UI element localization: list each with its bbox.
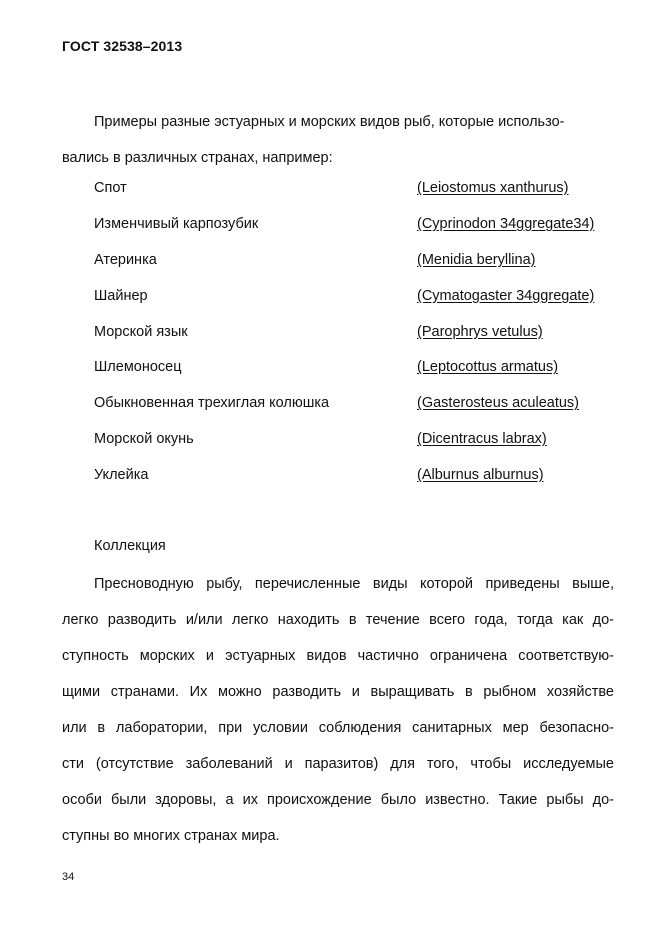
intro-line: Примеры разные эстуарных и морских видов рыб, которые использо- [94, 114, 565, 130]
species-row [94, 431, 624, 467]
species-common-name: Спот [94, 180, 127, 196]
species-common-name: Морской окунь [94, 431, 194, 448]
collection-section-title: Коллекция [94, 538, 166, 554]
species-row [94, 324, 624, 360]
collection-paragraph [62, 566, 614, 854]
species-row [94, 180, 624, 216]
species-latin-name: (Alburnus alburnus) [417, 467, 544, 484]
species-common-name: Изменчивый карпозубик [94, 215, 259, 232]
species-latin-name: (Leptocottus armatus) [417, 359, 559, 376]
intro-paragraph [62, 104, 614, 176]
species-row [94, 288, 624, 324]
species-latin-name: (Cymatogaster 34ggregate) [417, 287, 595, 304]
species-list [94, 180, 624, 503]
species-row [94, 216, 624, 252]
species-common-name: Морской язык [94, 323, 188, 340]
species-row [94, 252, 624, 288]
paragraph-line: сти (отсутствие заболеваний и паразитов) для того, чтобы исследуемые [62, 756, 614, 772]
page-number: 34 [62, 871, 75, 883]
paragraph-line: или в лаборатории, при условии соблюдения санитарных мер безопасно- [62, 720, 614, 736]
intro-line: вались в различных странах, например: [62, 150, 333, 166]
species-row [94, 359, 624, 395]
species-common-name: Атеринка [94, 251, 157, 268]
paragraph-line: щими странами. Их можно разводить и выращивать в рыбном хозяйстве [62, 684, 614, 700]
species-row [94, 467, 624, 503]
species-common-name: Шлемоносец [94, 359, 182, 376]
species-row [94, 395, 624, 431]
paragraph-line: ступны во многих странах мира. [62, 828, 280, 844]
species-latin-name: (Leiostomus xanthurus) [417, 180, 569, 196]
species-common-name: Уклейка [94, 467, 149, 484]
species-common-name: Обыкновенная трехиглая колюшка [94, 395, 330, 412]
species-latin-name: (Menidia beryllina) [417, 251, 536, 268]
species-common-name: Шайнер [94, 287, 148, 304]
paragraph-line: особи были здоровы, а их происхождение было известно. Такие рыбы до- [62, 792, 614, 808]
species-latin-name: (Gasterosteus aculeatus) [417, 395, 579, 412]
species-latin-name: (Dicentracus labrax) [417, 431, 547, 448]
species-latin-name: (Parophrys vetulus) [417, 323, 543, 340]
document-standard-title: ГОСТ 32538–2013 [62, 38, 183, 54]
paragraph-line: ступность морских и эстуарных видов частично ограничена соответствую- [62, 648, 614, 664]
paragraph-line: легко разводить и/или легко находить в течение всего года, тогда как до- [62, 612, 614, 628]
paragraph-line: Пресноводную рыбу, перечисленные виды которой приведены выше, [94, 576, 614, 592]
species-latin-name: (Cyprinodon 34ggregate34) [417, 215, 595, 232]
